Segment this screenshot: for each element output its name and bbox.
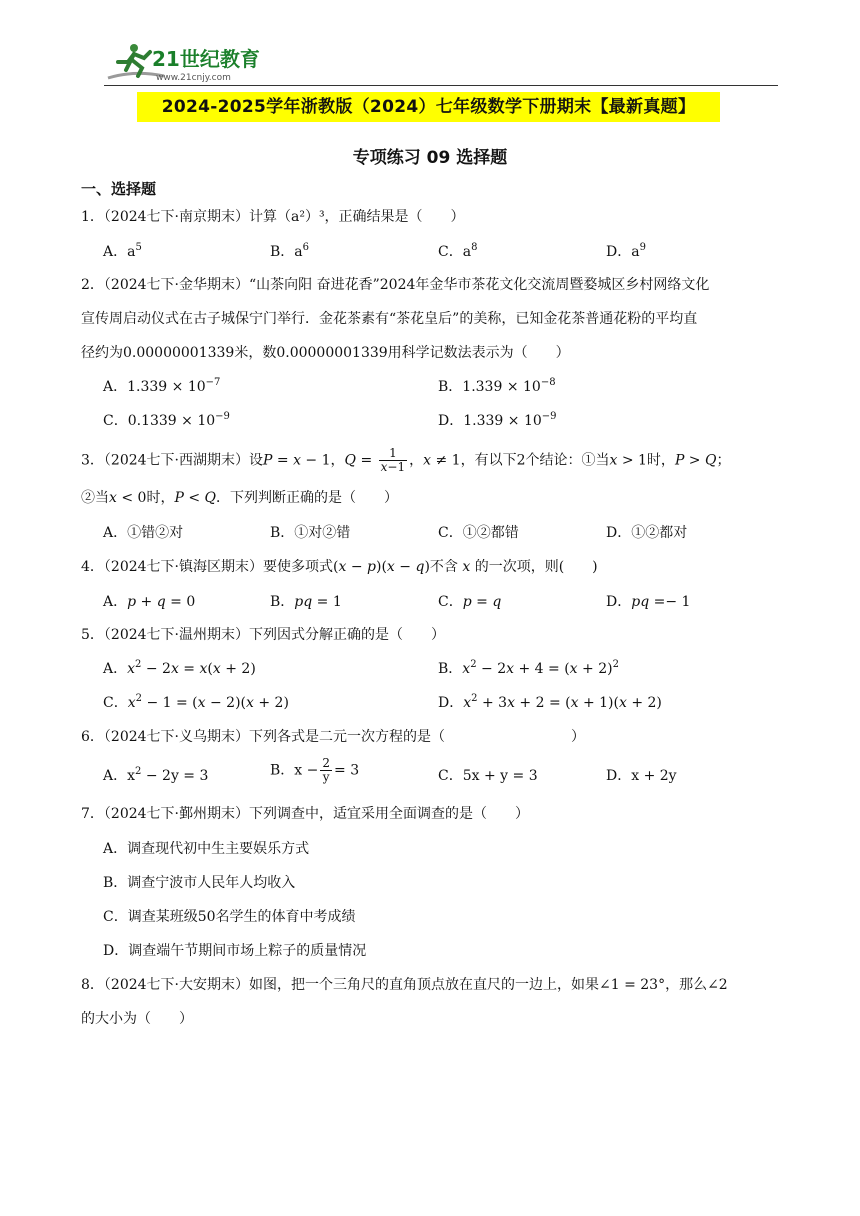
q3-option-c[interactable]: C．①②都错 [438,525,519,541]
q7-option-d[interactable]: D．调查端午节期间市场上粽子的质量情况 [103,943,367,959]
question-8-line-1: 8．（2024七下·大安期末）如图，把一个三角尺的直角顶点放在直尺的一边上，如果∠1 = 23°，那么∠2 [81,977,728,993]
q4-option-b[interactable]: B．pq = 1 [270,594,342,610]
q3-option-d[interactable]: D．①②都对 [606,525,688,541]
q1-option-b[interactable]: B．$a^6$ [270,242,310,260]
question-8-line-2: 的大小为（ ） [81,1011,193,1027]
question-7: 7．（2024七下·鄞州期末）下列调查中，适宜采用全面调查的是（ ） [81,806,529,822]
logo [104,40,274,84]
q6-option-c[interactable]: C．5x + y = 3 [438,768,538,784]
question-2-line-2: 宣传周启动仪式在古子城保宁门举行．金花茶素有“茶花皇后”的美称，已知金花茶普通花粉的平均直 [81,311,698,327]
q1-option-d[interactable]: D．$a^9$ [606,242,646,260]
q6-option-a[interactable]: A．$x^2 - 2y = 3$ [103,766,209,784]
q5-option-c[interactable]: C．$x^2 - 1 = (x - 2)(x + 2)$ [103,693,289,711]
q5-option-d[interactable]: D．$x^2 + 3x + 2 = (x + 1)(x + 2)$ [438,693,662,711]
q7-option-b[interactable]: B．调查宁波市人民年人均收入 [103,875,296,891]
question-3-line-1: 3．（2024七下·西湖期末）设P = x − 1，Q = $\frac{1}{x-1}$ ，x ≠ 1，有以下2个结论：①当x > 1时，P > Q； [81,446,731,474]
logo-sub: www.21cnjy.com [156,73,231,83]
q4-option-a[interactable]: A．p + q = 0 [103,594,196,610]
q2-option-a[interactable]: A．$1.339 \times 10^{-7}$ [103,377,221,395]
q6-option-d[interactable]: D．x + 2y [606,768,677,784]
fraction: $\frac{1}{x-1}$ [380,446,406,474]
question-4: 4．（2024七下·镇海区期末）要使多项式(x − p)(x − q)不含 x 的一次项，则( ) [81,559,598,575]
section-heading: 一、选择题 [81,180,157,198]
q4-option-c[interactable]: C．p = q [438,594,502,610]
question-1: 1．（2024七下·南京期末）计算（a²）³，正确结果是（ ） [81,209,465,225]
header-rule [104,85,778,86]
q3-option-a[interactable]: A．①错②对 [103,525,184,541]
logo-name: 21世纪教育 [152,47,260,71]
question-5: 5．（2024七下·温州期末）下列因式分解正确的是（ ） [81,627,445,643]
page-subtitle: 专项练习 09 选择题 [352,148,508,168]
q3-option-b[interactable]: B．①对②错 [270,525,351,541]
question-2-line-3: 径约为0.00000001339米，数0.00000001339用科学记数法表示为（ ） [81,345,570,361]
q5-option-b[interactable]: B．$x^2 - 2x + 4 = (x + 2)^2$ [438,659,619,677]
q5-option-a[interactable]: A．$x^2 - 2x = x(x + 2)$ [103,659,256,677]
q2-option-b[interactable]: B．$1.339 \times 10^{-8}$ [438,377,556,395]
q1-option-c[interactable]: C．$a^8$ [438,242,478,260]
q4-option-d[interactable]: D．pq =− 1 [606,594,691,610]
page-title: 2024-2025学年浙教版（2024）七年级数学下册期末【最新真题】 [137,92,720,122]
question-6: 6．（2024七下·义乌期末）下列各式是二元一次方程的是（ ） [81,729,585,745]
question-2-line-1: 2．（2024七下·金华期末）“山茶向阳 奋进花香”2024年金华市茶花文化交流周暨婺城区乡村网络文化 [81,277,710,293]
q2-option-d[interactable]: D．$1.339 \times 10^{-9}$ [438,411,557,429]
q6-option-b[interactable]: B．x − $\frac{2}{y}$ = 3 [270,756,360,784]
q7-option-a[interactable]: A．调查现代初中生主要娱乐方式 [103,841,310,857]
q7-option-c[interactable]: C．调查某班级50名学生的体育中考成绩 [103,909,356,925]
q1-option-a[interactable]: A．$a^5$ [103,242,142,260]
question-3-line-2: ②当x < 0时，P < Q．下列判断正确的是（ ） [81,490,398,506]
q2-option-c[interactable]: C．$0.1339 \times 10^{-9}$ [103,411,230,429]
